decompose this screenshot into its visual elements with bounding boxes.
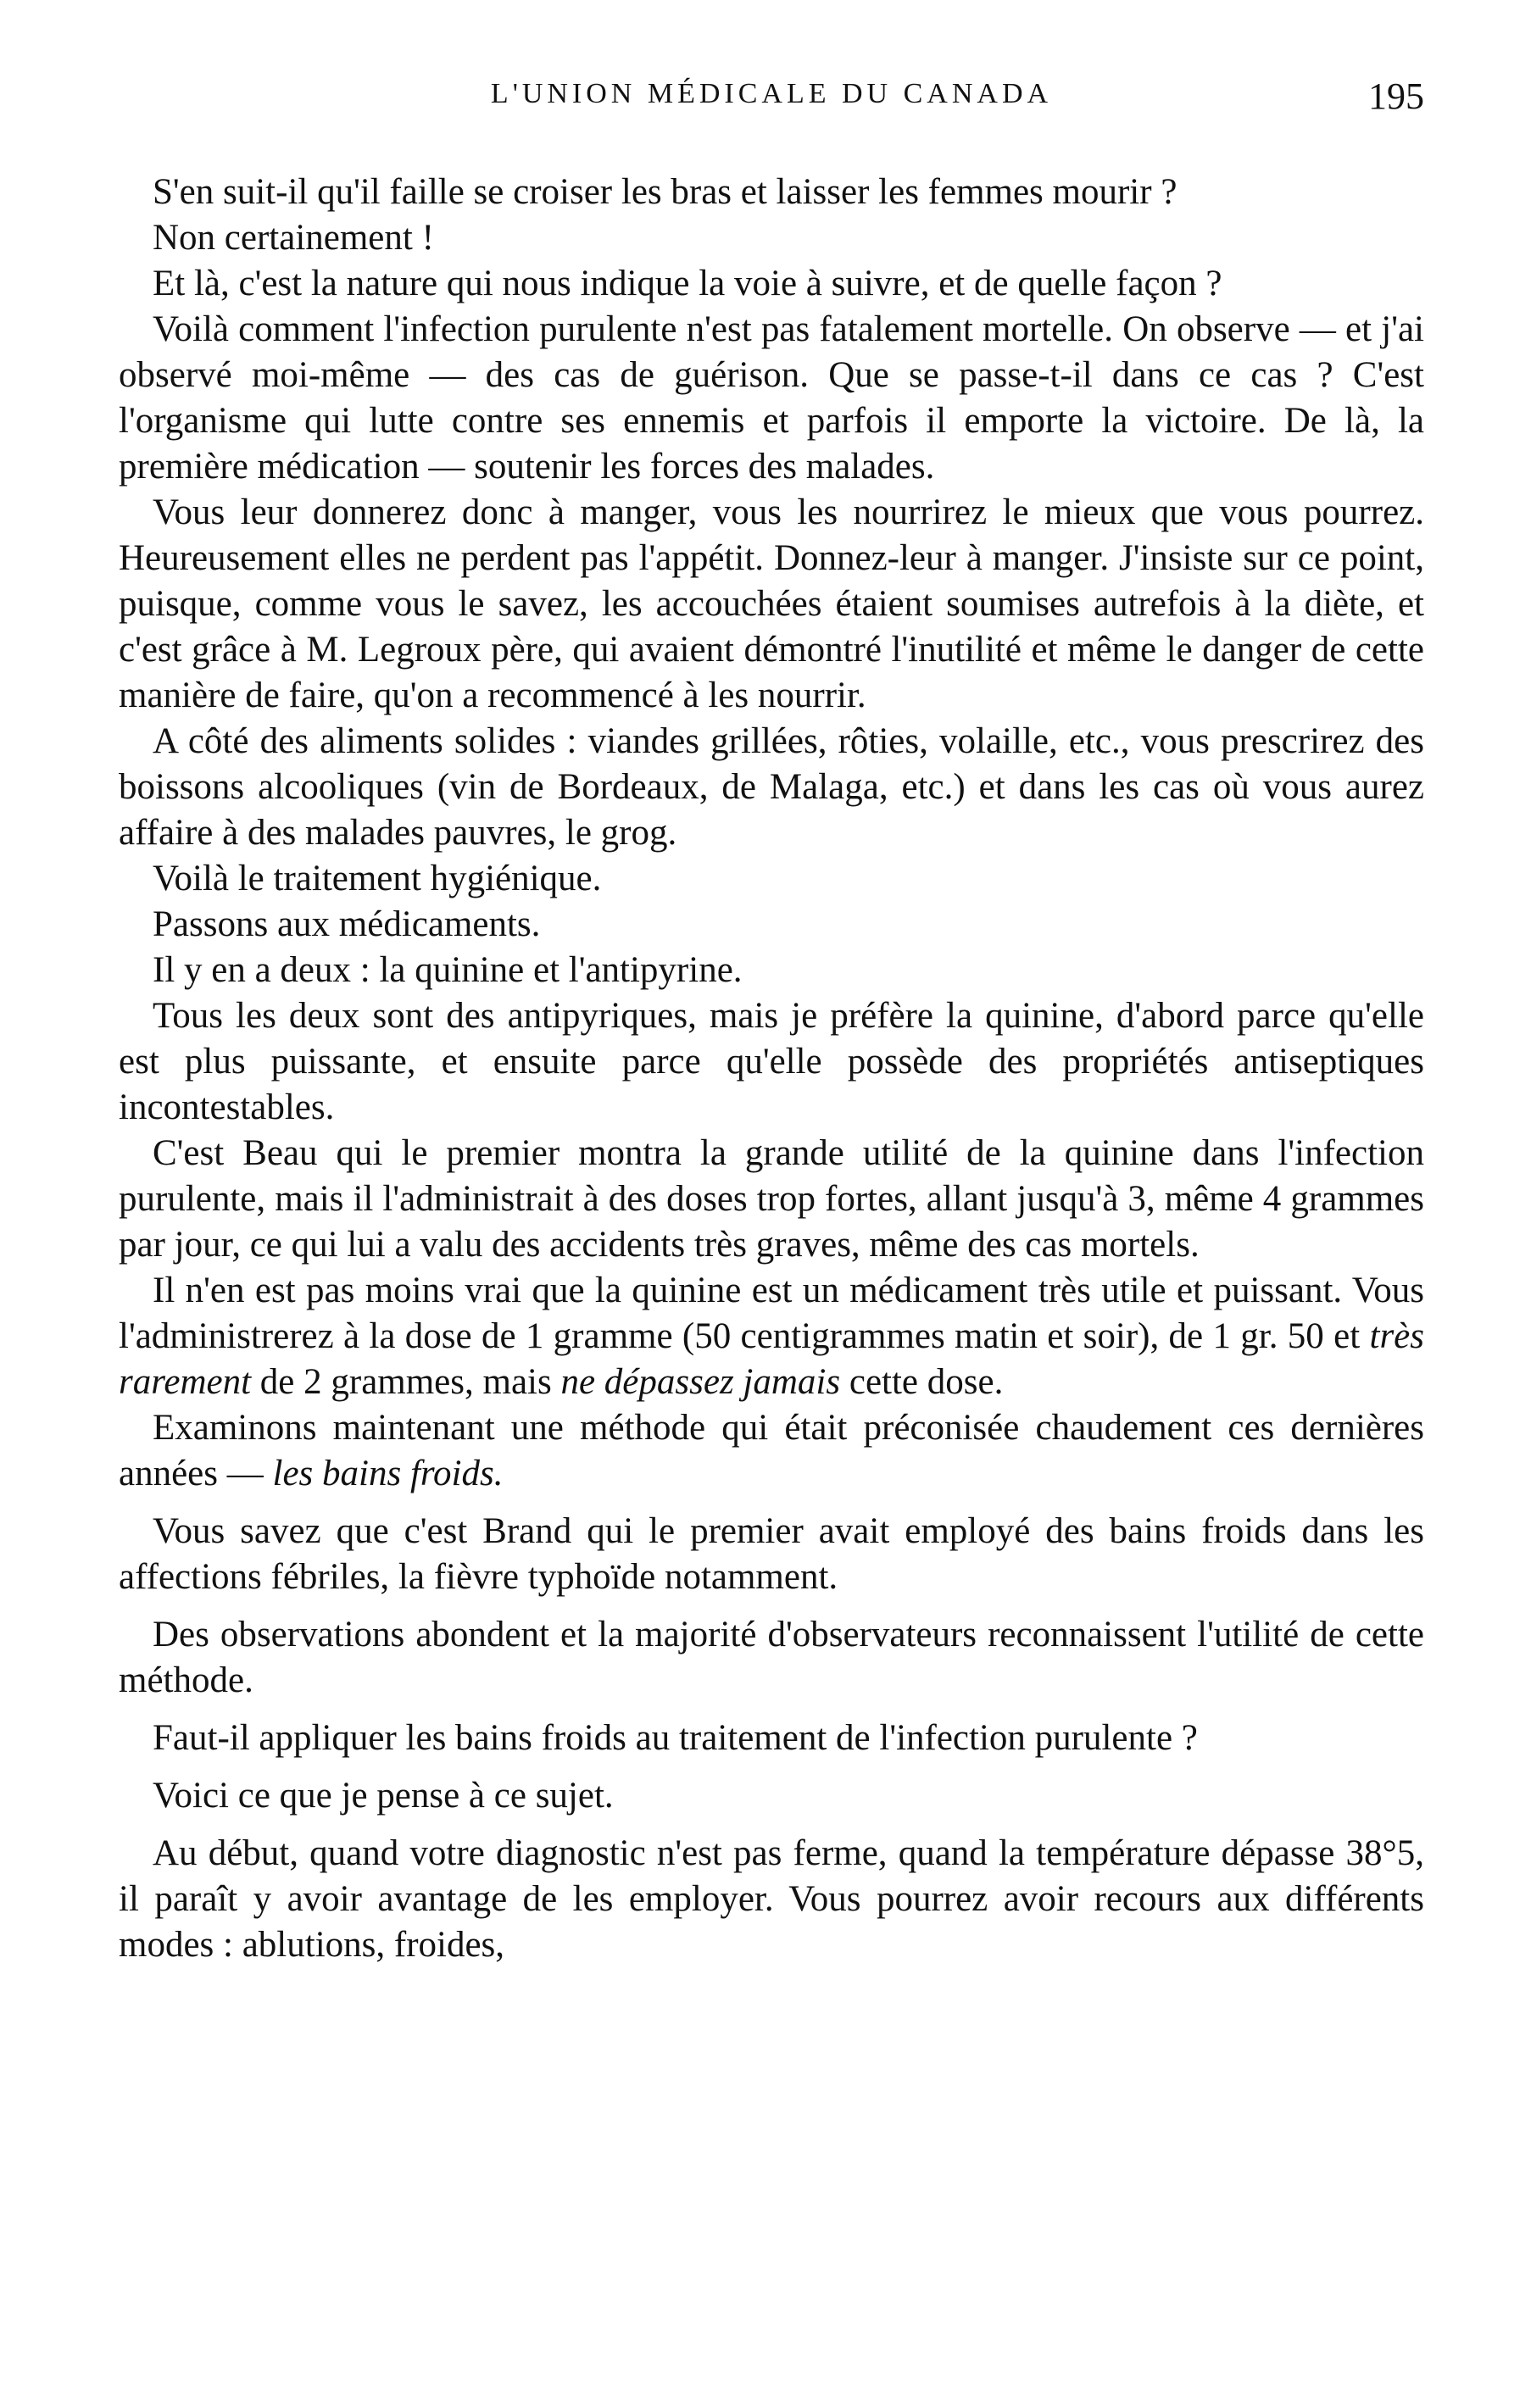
paragraph: Vous savez que c'est Brand qui le premier avait employé des bains froids dans les affections fébriles, la fièvre typhoïde notamment. bbox=[119, 1511, 1424, 1597]
paragraph: Faut-il appliquer les bains froids au traitement de l'infection purulente ? bbox=[153, 1718, 1198, 1758]
paragraph: Non certainement ! bbox=[153, 218, 434, 258]
paragraph: Voici ce que je pense à ce sujet. bbox=[153, 1776, 614, 1816]
paragraph: S'en suit-il qu'il faille se croiser les bras et laisser les femmes mourir ? bbox=[153, 172, 1177, 212]
paragraph: C'est Beau qui le premier montra la grande utilité de la quinine dans l'infection purulente, mais il l'administrait à des doses trop fortes, allant jusqu'à 3, même 4 grammes par jour, ce qui lui a valu des accidents très graves, même des cas mortels. bbox=[119, 1133, 1424, 1265]
italic-run: ne dépassez jamais bbox=[560, 1362, 841, 1402]
paragraph: Au début, quand votre diagnostic n'est pas ferme, quand la température dépasse 38°5, il paraît y avoir avantage de les employer. Vous pourrez avoir recours aux différents modes : ablutions, froides, bbox=[119, 1833, 1424, 1965]
text-run: de 2 grammes, mais bbox=[251, 1362, 561, 1402]
running-head bbox=[119, 75, 1424, 129]
paragraph: Des observations abondent et la majorité d'observateurs reconnaissent l'utilité de cette méthode. bbox=[119, 1615, 1424, 1700]
paragraph: Vous leur donnerez donc à manger, vous les nourrirez le mieux que vous pourrez. Heureusement elles ne perdent pas l'appétit. Donnez-leur à manger. J'insiste sur ce point, puisque, comme vous le savez, les accouchées étaient soumises autrefois à la diète, et c'est grâce à M. Legroux père, qui avaient démontré l'inutilité et même le danger de cette manière de faire, qu'on a recommencé à les nourrir. bbox=[119, 492, 1424, 715]
text-run: Examinons maintenant une méthode qui était préconisée chaudement ces dernières années — bbox=[119, 1408, 1424, 1493]
body-text bbox=[119, 170, 1424, 1968]
text-run: Il n'en est pas moins vrai que la quinine est un médicament très utile et puissant. Vous l'administrerez à la dose de 1 gramme (50 centigrammes matin et soir), de 1 gr. 50 et bbox=[119, 1271, 1424, 1356]
paragraph: Passons aux médicaments. bbox=[153, 904, 541, 944]
paragraph: Et là, c'est la nature qui nous indique la voie à suivre, et de quelle façon ? bbox=[153, 264, 1222, 303]
paragraph: Il y en a deux : la quinine et l'antipyrine. bbox=[153, 950, 743, 990]
italic-run: très rarement bbox=[119, 1316, 1424, 1402]
paragraph-bains-froids bbox=[119, 1405, 1424, 1497]
paragraph: Voilà comment l'infection purulente n'est pas fatalement mortelle. On observe — et j'ai observé moi-même — des cas de guérison. Que se passe-t-il dans ce cas ? C'est l'organisme qui lutte contre ses ennemis et parfois il emporte la victoire. De là, la première médication — soutenir les forces des malades. bbox=[119, 309, 1424, 487]
page-number: 195 bbox=[1368, 75, 1424, 117]
paragraph: Voilà le traitement hygiénique. bbox=[153, 859, 602, 898]
text-run: cette dose. bbox=[840, 1362, 1004, 1402]
italic-run: les bains froids. bbox=[272, 1454, 504, 1493]
running-title: L'UNION MÉDICALE DU CANADA bbox=[490, 78, 1053, 109]
paragraph: Tous les deux sont des antipyriques, mais je préfère la quinine, d'abord parce qu'elle est plus puissante, et ensuite parce qu'elle possède des propriétés antiseptiques incontestables. bbox=[119, 996, 1424, 1127]
paragraph: A côté des aliments solides : viandes grillées, rôties, volaille, etc., vous prescrirez des boissons alcooliques (vin de Bordeaux, de Malaga, etc.) et dans les cas où vous aurez affaire à des malades pauvres, le grog. bbox=[119, 721, 1424, 853]
paragraph-quinine-dose bbox=[119, 1268, 1424, 1405]
